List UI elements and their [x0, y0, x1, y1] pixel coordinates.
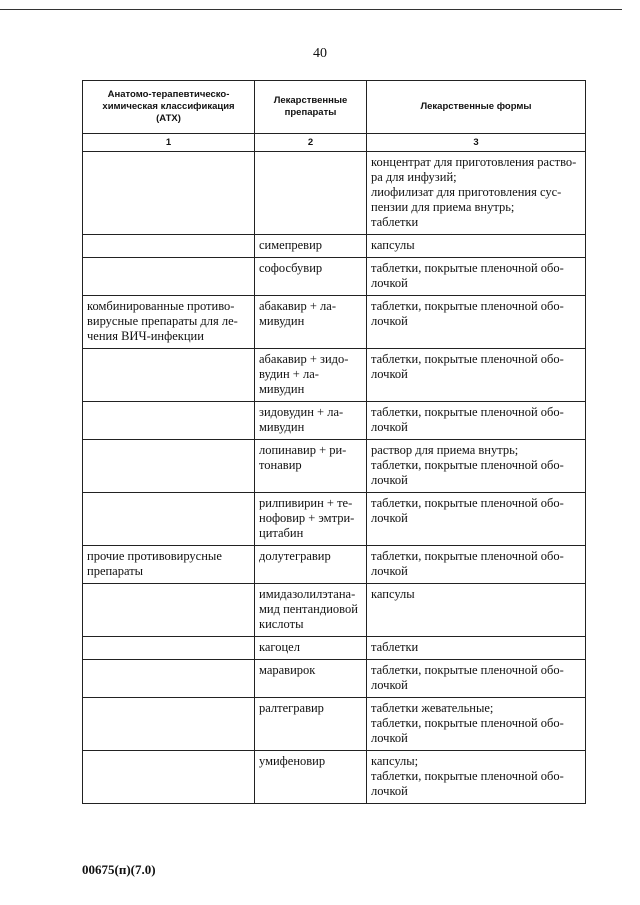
drug-cell-text: симепревир [259, 238, 323, 252]
drug-table [82, 80, 586, 804]
table-row [83, 349, 586, 402]
atx-cell-text: прочие противовирусные препараты [87, 549, 222, 578]
forms-cell-text: таблетки [371, 640, 419, 654]
atx-cell [83, 440, 255, 493]
forms-cell [367, 698, 586, 751]
drug-cell-text: софосбувир [259, 261, 323, 275]
table-row [83, 751, 586, 804]
forms-cell [367, 235, 586, 258]
table-row [83, 440, 586, 493]
page-number: 40 [313, 46, 327, 61]
forms-cell-text: таблетки, покрытые пленочной обо- лочкой [371, 352, 564, 381]
drug-cell-text: имидазолилэтана- мид пентандиовой кислоты [259, 587, 358, 631]
top-rule [0, 9, 622, 10]
forms-cell-text: таблетки, покрытые пленочной обо- лочкой [371, 405, 564, 434]
forms-cell [367, 402, 586, 440]
forms-cell [367, 296, 586, 349]
header-forms: Лекарственные формы [367, 81, 586, 134]
drug-cell-text: умифеновир [259, 754, 326, 768]
forms-cell-text: таблетки, покрытые пленочной обо- лочкой [371, 261, 564, 290]
drug-cell [255, 751, 367, 804]
table-row [83, 493, 586, 546]
column-number: 3 [367, 134, 586, 152]
forms-cell-text: таблетки, покрытые пленочной обо- лочкой [371, 299, 564, 328]
atx-cell [83, 235, 255, 258]
atx-cell [83, 152, 255, 235]
forms-cell-text: таблетки, покрытые пленочной обо- лочкой [371, 549, 564, 578]
column-number: 2 [255, 134, 367, 152]
table-row [83, 235, 586, 258]
drug-cell [255, 440, 367, 493]
drug-cell [255, 698, 367, 751]
atx-cell [83, 402, 255, 440]
table-row [83, 296, 586, 349]
drug-cell [255, 296, 367, 349]
drug-cell-text: абакавир + зидо- вудин + ла- мивудин [259, 352, 349, 396]
drug-cell-text: абакавир + ла- мивудин [259, 299, 336, 328]
drug-cell-text: маравирок [259, 663, 316, 677]
forms-cell-text: таблетки, покрытые пленочной обо- лочкой [371, 496, 564, 525]
forms-cell [367, 584, 586, 637]
atx-cell-text: комбинированные противо- вирусные препараты для ле- чения ВИЧ-инфекции [87, 299, 238, 343]
drug-cell-text: рилпивирин + те- нофовир + эмтри- цитабин [259, 496, 355, 540]
forms-cell-text: таблетки жевательные; таблетки, покрытые пленочной обо- лочкой [371, 701, 564, 745]
drug-cell [255, 349, 367, 402]
drug-cell [255, 660, 367, 698]
header-row [83, 81, 586, 134]
forms-cell-text: концентрат для приготовления раство- ра для инфузий; лиофилизат для приготовления сус- пензии для приема внутрь; таблетки [371, 155, 577, 229]
forms-cell-text: таблетки, покрытые пленочной обо- лочкой [371, 663, 564, 692]
header-atx: Анатомо-терапевтическо- химическая классификация (АТХ) [83, 81, 255, 134]
atx-cell [83, 751, 255, 804]
atx-cell [83, 584, 255, 637]
atx-cell [83, 296, 255, 349]
drug-cell [255, 546, 367, 584]
table-row [83, 584, 586, 637]
atx-cell [83, 637, 255, 660]
header-drugs: Лекарственные препараты [255, 81, 367, 134]
atx-cell [83, 349, 255, 402]
forms-cell [367, 751, 586, 804]
atx-cell [83, 660, 255, 698]
drug-cell [255, 637, 367, 660]
forms-cell [367, 152, 586, 235]
atx-cell [83, 546, 255, 584]
atx-cell [83, 258, 255, 296]
table-row [83, 402, 586, 440]
column-number: 1 [83, 134, 255, 152]
forms-cell-text: капсулы; таблетки, покрытые пленочной обо- лочкой [371, 754, 564, 798]
drug-cell-text: лопинавир + ри- тонавир [259, 443, 347, 472]
drug-cell [255, 493, 367, 546]
drug-cell-text: кагоцел [259, 640, 300, 654]
forms-cell [367, 493, 586, 546]
drug-cell-text: долутегравир [259, 549, 331, 563]
table-row [83, 637, 586, 660]
table-row [83, 698, 586, 751]
forms-cell [367, 258, 586, 296]
table-row [83, 258, 586, 296]
table-row [83, 660, 586, 698]
drug-cell [255, 402, 367, 440]
forms-cell [367, 637, 586, 660]
column-number-row [83, 134, 586, 152]
atx-cell [83, 493, 255, 546]
forms-cell [367, 349, 586, 402]
drug-cell-text: зидовудин + ла- мивудин [259, 405, 344, 434]
forms-cell [367, 660, 586, 698]
drug-cell-text: ралтегравир [259, 701, 324, 715]
document-code: 00675(п)(7.0) [82, 862, 156, 877]
forms-cell-text: раствор для приема внутрь; таблетки, покрытые пленочной обо- лочкой [371, 443, 564, 487]
table-row [83, 546, 586, 584]
forms-cell [367, 440, 586, 493]
drug-cell [255, 152, 367, 235]
drug-cell [255, 584, 367, 637]
forms-cell [367, 546, 586, 584]
table-row [83, 152, 586, 235]
drug-cell [255, 235, 367, 258]
forms-cell-text: капсулы [371, 587, 415, 601]
drug-cell [255, 258, 367, 296]
atx-cell [83, 698, 255, 751]
forms-cell-text: капсулы [371, 238, 415, 252]
